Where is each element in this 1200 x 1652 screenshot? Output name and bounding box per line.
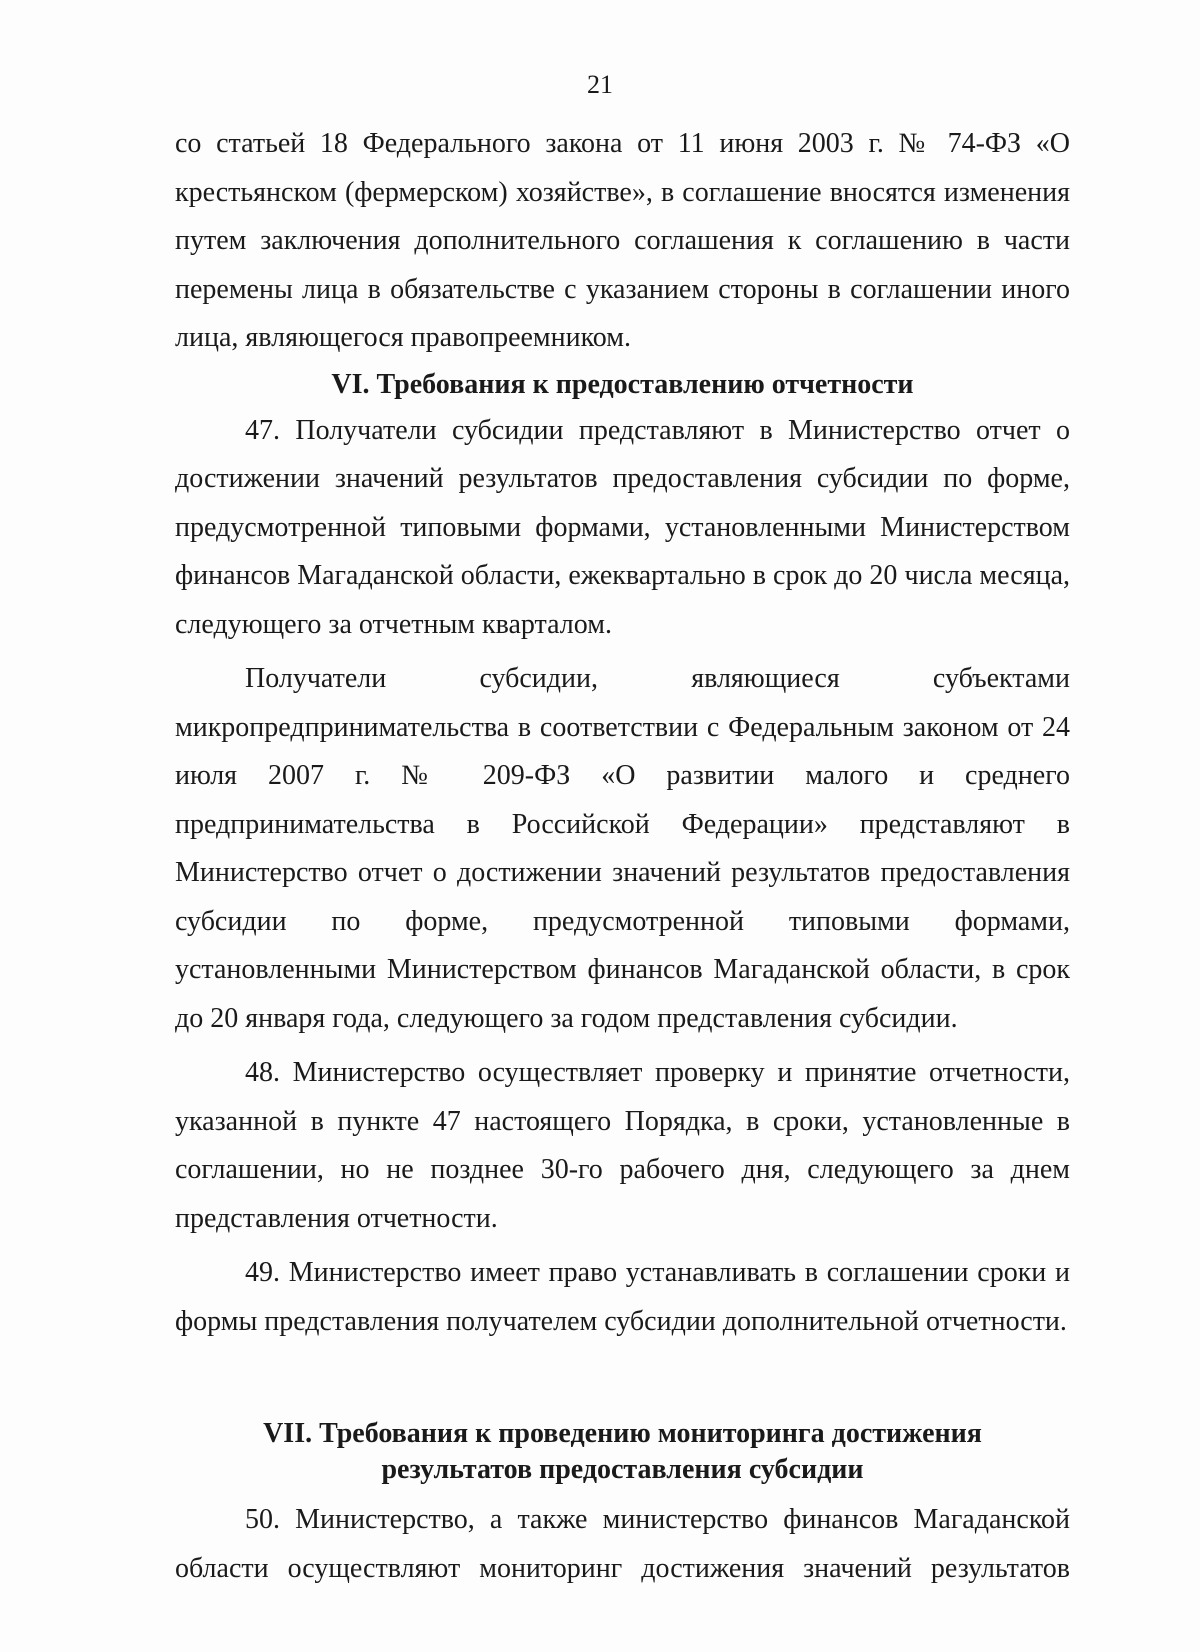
paragraph-47: 47. Получатели субсидии представляют в Министерство отчет о достижении значений результатов предоставления субсидии по форме, предусмотренной типовыми формами, установленными Министерством финансов Магаданской области, ежеквартально в срок до 20 числа месяца, следующего за отчетным кварталом. <box>175 414 1070 640</box>
paragraph-49: 49. Министерство имеет право устанавливать в соглашении сроки и формы представления получателем субсидии дополнительной отчетности. <box>175 1257 1070 1337</box>
paragraph-intro: со статьей 18 Федерального закона от 11 июня 2003 г. № 74-ФЗ «О крестьянском (фермерском) хозяйстве», в соглашение вносятся изменения путем заключения дополнительного соглашения к соглашению в части перемены лица в обязательстве с указанием стороны в соглашении иного лица, являющегося правопреемником. <box>175 128 1070 353</box>
document-body <box>175 120 1070 1593</box>
paragraph-50: 50. Министерство, а также министерство финансов Магаданской области осуществляют мониторинг достижения значений результатов <box>175 1504 1070 1584</box>
paragraph-47-continued: Получатели субсидии, являющиеся субъектами микропредпринимательства в соответствии с Федеральным законом от 24 июля 2007 г. № 209-ФЗ «О развитии малого и среднего предпринимательства в Российской Федерации» представляют в Министерство отчет о достижении значений результатов предоставления субсидии по форме, предусмотренной типовыми формами, установленными Министерством финансов Магаданской области, в срок до 20 января года, следующего за годом представления субсидии. <box>175 663 1070 1034</box>
section-heading-vii-line-2: результатов предоставления субсидии <box>381 1454 864 1485</box>
section-heading-vii <box>175 1416 1070 1488</box>
section-heading-vii-line-1: VII. Требования к проведению мониторинга достижения <box>263 1418 982 1449</box>
section-heading-vi: VI. Требования к предоставлению отчетности <box>331 368 914 400</box>
paragraph-48: 48. Министерство осуществляет проверку и принятие отчетности, указанной в пункте 47 настоящего Порядка, в сроки, установленные в соглашении, но не позднее 30-го рабочего дня, следующего за днем представления отчетности. <box>175 1057 1070 1234</box>
page-number: 21 <box>587 70 613 99</box>
